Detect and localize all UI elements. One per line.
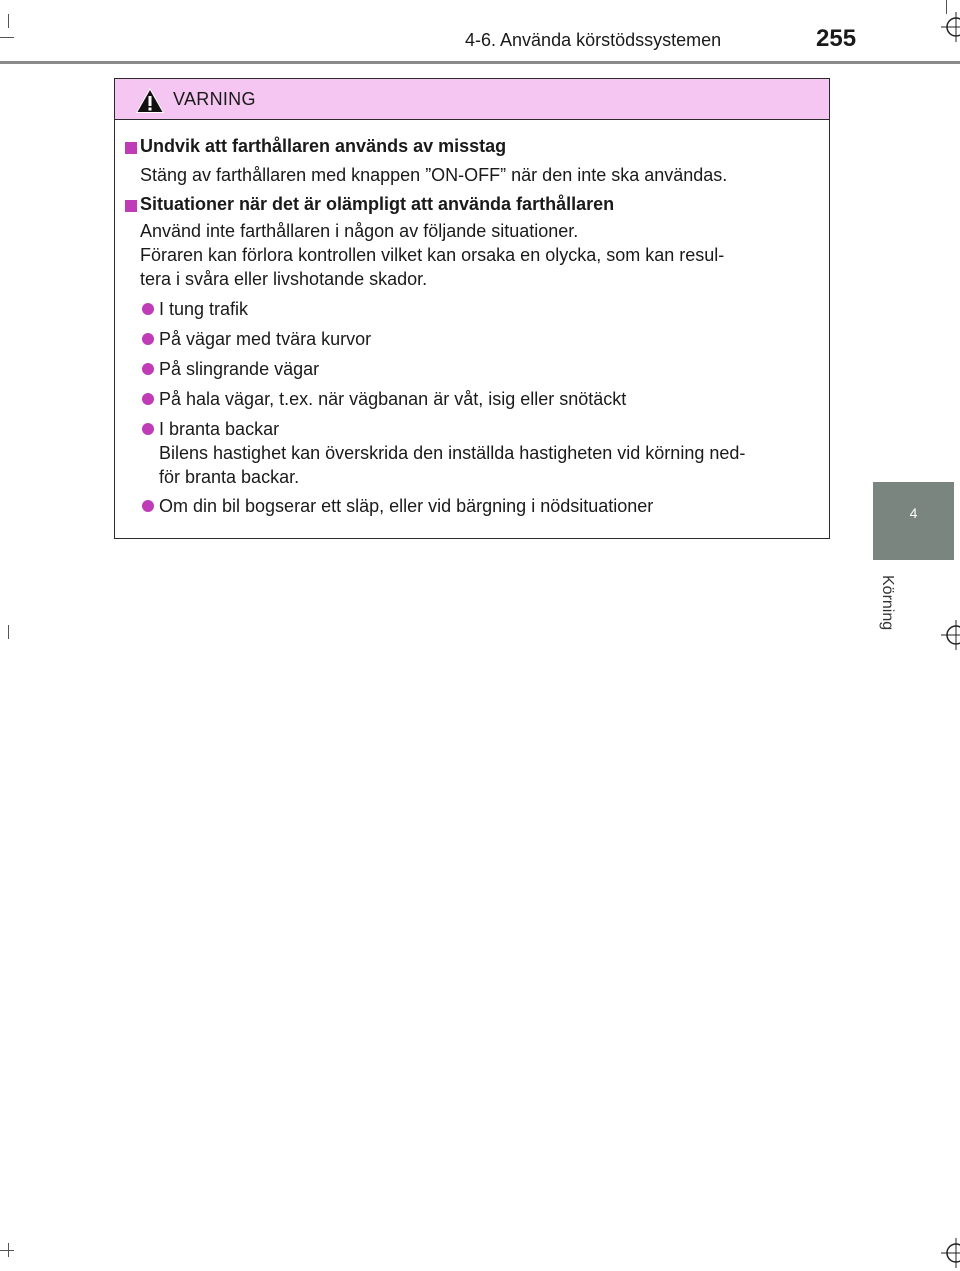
bullet-item: På vägar med tvära kurvor	[159, 329, 372, 349]
registration-mark-icon	[941, 620, 960, 650]
section-paragraph: Stäng av farthållaren med knappen ”ON-OFF” när den inte ska användas.	[140, 165, 728, 185]
warning-title: VARNING	[173, 89, 256, 109]
bullet-marker	[142, 363, 154, 375]
registration-mark-icon	[941, 1238, 960, 1268]
registration-mark-icon	[941, 12, 960, 42]
warning-box	[114, 78, 830, 539]
bullet-item: I tung trafik	[159, 299, 249, 319]
section-marker	[125, 200, 137, 212]
section-title: 4-6. Använda körstödssystemen	[465, 30, 722, 50]
bullet-item	[159, 417, 826, 489]
header-rule	[0, 61, 960, 64]
section-marker	[125, 142, 137, 154]
crop-mark	[0, 37, 14, 38]
paragraph-line: Föraren kan förlora kontrollen vilket kan orsaka en olycka, som kan resul-	[140, 245, 725, 265]
bullet-marker	[142, 303, 154, 315]
chapter-number: 4	[909, 505, 918, 521]
paragraph-line: Använd inte farthållaren i någon av följande situationer.	[140, 221, 579, 241]
warning-triangle-icon	[135, 87, 165, 114]
bullet-item: På slingrande vägar	[159, 359, 320, 379]
section-heading: Situationer när det är olämpligt att använda farthållaren	[140, 194, 615, 214]
page-number: 255	[816, 25, 857, 52]
bullet-item: Om din bil bogserar ett släp, eller vid bärgning i nödsituationer	[159, 496, 654, 516]
warning-header	[115, 79, 829, 120]
bullet-marker	[142, 423, 154, 435]
crop-mark	[8, 625, 9, 639]
bullet-note-line: för branta backar.	[159, 467, 300, 487]
chapter-tab	[873, 482, 954, 560]
bullet-note-line: Bilens hastighet kan överskrida den inställda hastigheten vid körning ned-	[159, 443, 746, 463]
crop-mark	[8, 14, 9, 28]
paragraph-line: tera i svåra eller livshotande skador.	[140, 269, 428, 289]
bullet-marker	[142, 333, 154, 345]
crop-mark	[0, 1250, 14, 1251]
section-heading: Undvik att farthållaren används av misstag	[140, 136, 507, 156]
section-paragraph	[140, 219, 826, 291]
chapter-label: Körning	[879, 575, 896, 631]
bullet-label: I branta backar	[159, 419, 280, 439]
bullet-marker	[142, 500, 154, 512]
bullet-marker	[142, 393, 154, 405]
bullet-item: På hala vägar, t.ex. när vägbanan är våt, isig eller snötäckt	[159, 389, 627, 409]
